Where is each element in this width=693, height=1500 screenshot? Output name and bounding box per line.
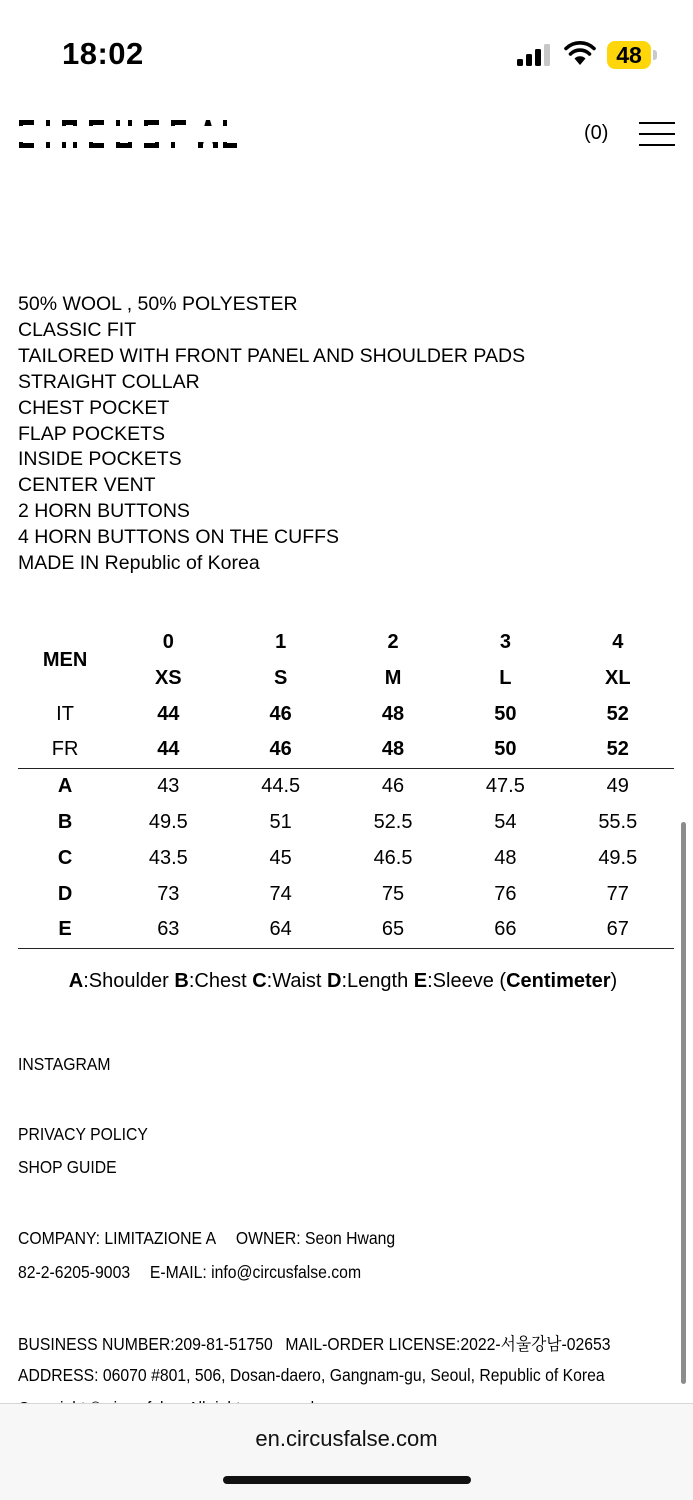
table-cell: 46.5 — [373, 846, 413, 869]
measurement-row-c — [18, 840, 674, 876]
size-letter-row — [18, 660, 674, 696]
home-indicator[interactable] — [223, 1476, 471, 1484]
conversion-row-fr — [18, 732, 674, 768]
address: ADDRESS: 06070 #801, 506, Dosan-daero, Gangnam-gu, Seoul, Republic of Korea — [18, 1365, 605, 1385]
desc-line: CHEST POCKET — [18, 396, 170, 419]
shop-guide-link[interactable]: SHOP GUIDE — [18, 1157, 117, 1177]
size-number: 2 — [387, 630, 399, 653]
table-cell: 44 — [112, 732, 224, 768]
table-cell: 52.5 — [373, 810, 413, 833]
row-label: B — [57, 810, 73, 833]
table-cell: 74 — [269, 882, 292, 905]
table-cell: 50 — [494, 702, 517, 725]
size-number: 3 — [499, 630, 511, 653]
battery-icon — [607, 41, 651, 69]
contact-info — [18, 1262, 361, 1283]
row-label: FR — [18, 732, 112, 768]
desc-line: MADE IN Republic of Korea — [18, 552, 260, 575]
table-cell: 46 — [269, 702, 292, 725]
desc-line: FLAP POCKETS — [18, 422, 166, 445]
row-label: D — [57, 882, 73, 905]
size-number: 0 — [162, 630, 174, 653]
table-cell: 76 — [494, 882, 517, 905]
men-label: MEN — [42, 648, 88, 671]
table-cell: 55.5 — [598, 810, 638, 833]
instagram-link[interactable]: INSTAGRAM — [18, 1054, 111, 1074]
table-cell: 48 — [494, 846, 517, 869]
row-label: A — [57, 774, 73, 797]
size-number: 4 — [612, 630, 624, 653]
status-time: 18:02 — [62, 36, 144, 71]
table-cell: 48 — [337, 732, 449, 768]
hamburger-menu-icon[interactable] — [639, 122, 675, 148]
conversion-row-it — [18, 696, 674, 732]
table-cell: 48 — [381, 702, 405, 725]
desc-line: INSIDE POCKETS — [18, 448, 182, 471]
table-cell: 49.5 — [148, 810, 188, 833]
desc-line: CLASSIC FIT — [18, 318, 137, 341]
size-letter: XS — [154, 666, 182, 689]
table-cell: 49.5 — [598, 846, 638, 869]
table-cell: 44.5 — [261, 774, 301, 797]
company-name: COMPANY: LIMITAZIONE A — [18, 1228, 217, 1248]
table-cell: 52 — [562, 732, 674, 768]
mail-order-license: MAIL-ORDER LICENSE:2022-서울강남-02653 — [285, 1334, 611, 1354]
measurement-row-e — [18, 912, 674, 948]
table-cell: 43 — [157, 774, 180, 797]
phone-number: 82-2-6205-9003 — [18, 1262, 131, 1282]
table-cell: 63 — [112, 912, 224, 948]
battery-level: 48 — [616, 42, 642, 68]
table-cell: 75 — [381, 882, 405, 905]
size-chart-table — [18, 624, 674, 949]
table-cell: 54 — [494, 810, 517, 833]
table-cell: 64 — [225, 912, 337, 948]
row-label: C — [57, 846, 73, 869]
company-info — [18, 1228, 395, 1249]
size-letter: L — [499, 666, 512, 689]
status-bar — [0, 0, 693, 100]
desc-line: 2 HORN BUTTONS — [18, 500, 190, 523]
row-label: E — [18, 912, 112, 948]
size-letter: M — [384, 666, 402, 689]
business-info — [18, 1331, 611, 1356]
privacy-policy-link[interactable]: PRIVACY POLICY — [18, 1124, 148, 1144]
desc-line: STRAIGHT COLLAR — [18, 370, 200, 393]
cart-button[interactable]: (0) — [584, 122, 609, 144]
measurement-row-d — [18, 876, 674, 912]
battery-nub — [653, 50, 657, 60]
table-cell: 44 — [157, 702, 180, 725]
table-cell: 50 — [449, 732, 561, 768]
circusfalse-logo[interactable] — [18, 119, 240, 149]
size-number-row — [18, 624, 674, 660]
table-cell: 77 — [606, 882, 629, 905]
table-cell: 45 — [269, 846, 292, 869]
row-label: IT — [56, 702, 74, 725]
table-cell: 43.5 — [148, 846, 188, 869]
measurement-row-b — [18, 804, 674, 840]
wifi-icon — [563, 40, 597, 66]
desc-line: TAILORED WITH FRONT PANEL AND SHOULDER PADS — [18, 344, 526, 367]
size-letter: S — [274, 666, 288, 689]
cellular-signal-icon — [516, 44, 552, 66]
email-address: E-MAIL: info@circusfalse.com — [149, 1262, 362, 1282]
owner-name: OWNER: Seon Hwang — [235, 1228, 396, 1248]
size-letter: XL — [605, 666, 631, 689]
table-cell: 67 — [562, 912, 674, 948]
business-number: BUSINESS NUMBER:209-81-51750 — [18, 1334, 273, 1354]
table-cell: 52 — [606, 702, 629, 725]
measurement-row-a — [18, 768, 674, 804]
scrollbar[interactable] — [681, 822, 686, 1384]
table-cell: 49 — [606, 774, 629, 797]
table-cell: 47.5 — [485, 774, 525, 797]
size-legend: A:Shoulder B:Chest C:Waist D:Length E:Sleeve (Centimeter) — [68, 970, 618, 992]
desc-line: 4 HORN BUTTONS ON THE CUFFS — [18, 526, 340, 549]
size-number: 1 — [275, 630, 287, 653]
table-cell: 46 — [225, 732, 337, 768]
table-cell: 51 — [269, 810, 292, 833]
table-cell: 46 — [381, 774, 405, 797]
table-cell: 65 — [337, 912, 449, 948]
product-description — [18, 292, 658, 577]
desc-line: 50% WOOL , 50% POLYESTER — [18, 293, 298, 315]
table-cell: 66 — [449, 912, 561, 948]
url-field[interactable]: en.circusfalse.com — [255, 1426, 438, 1451]
desc-line: CENTER VENT — [18, 474, 156, 497]
table-cell: 73 — [157, 882, 180, 905]
